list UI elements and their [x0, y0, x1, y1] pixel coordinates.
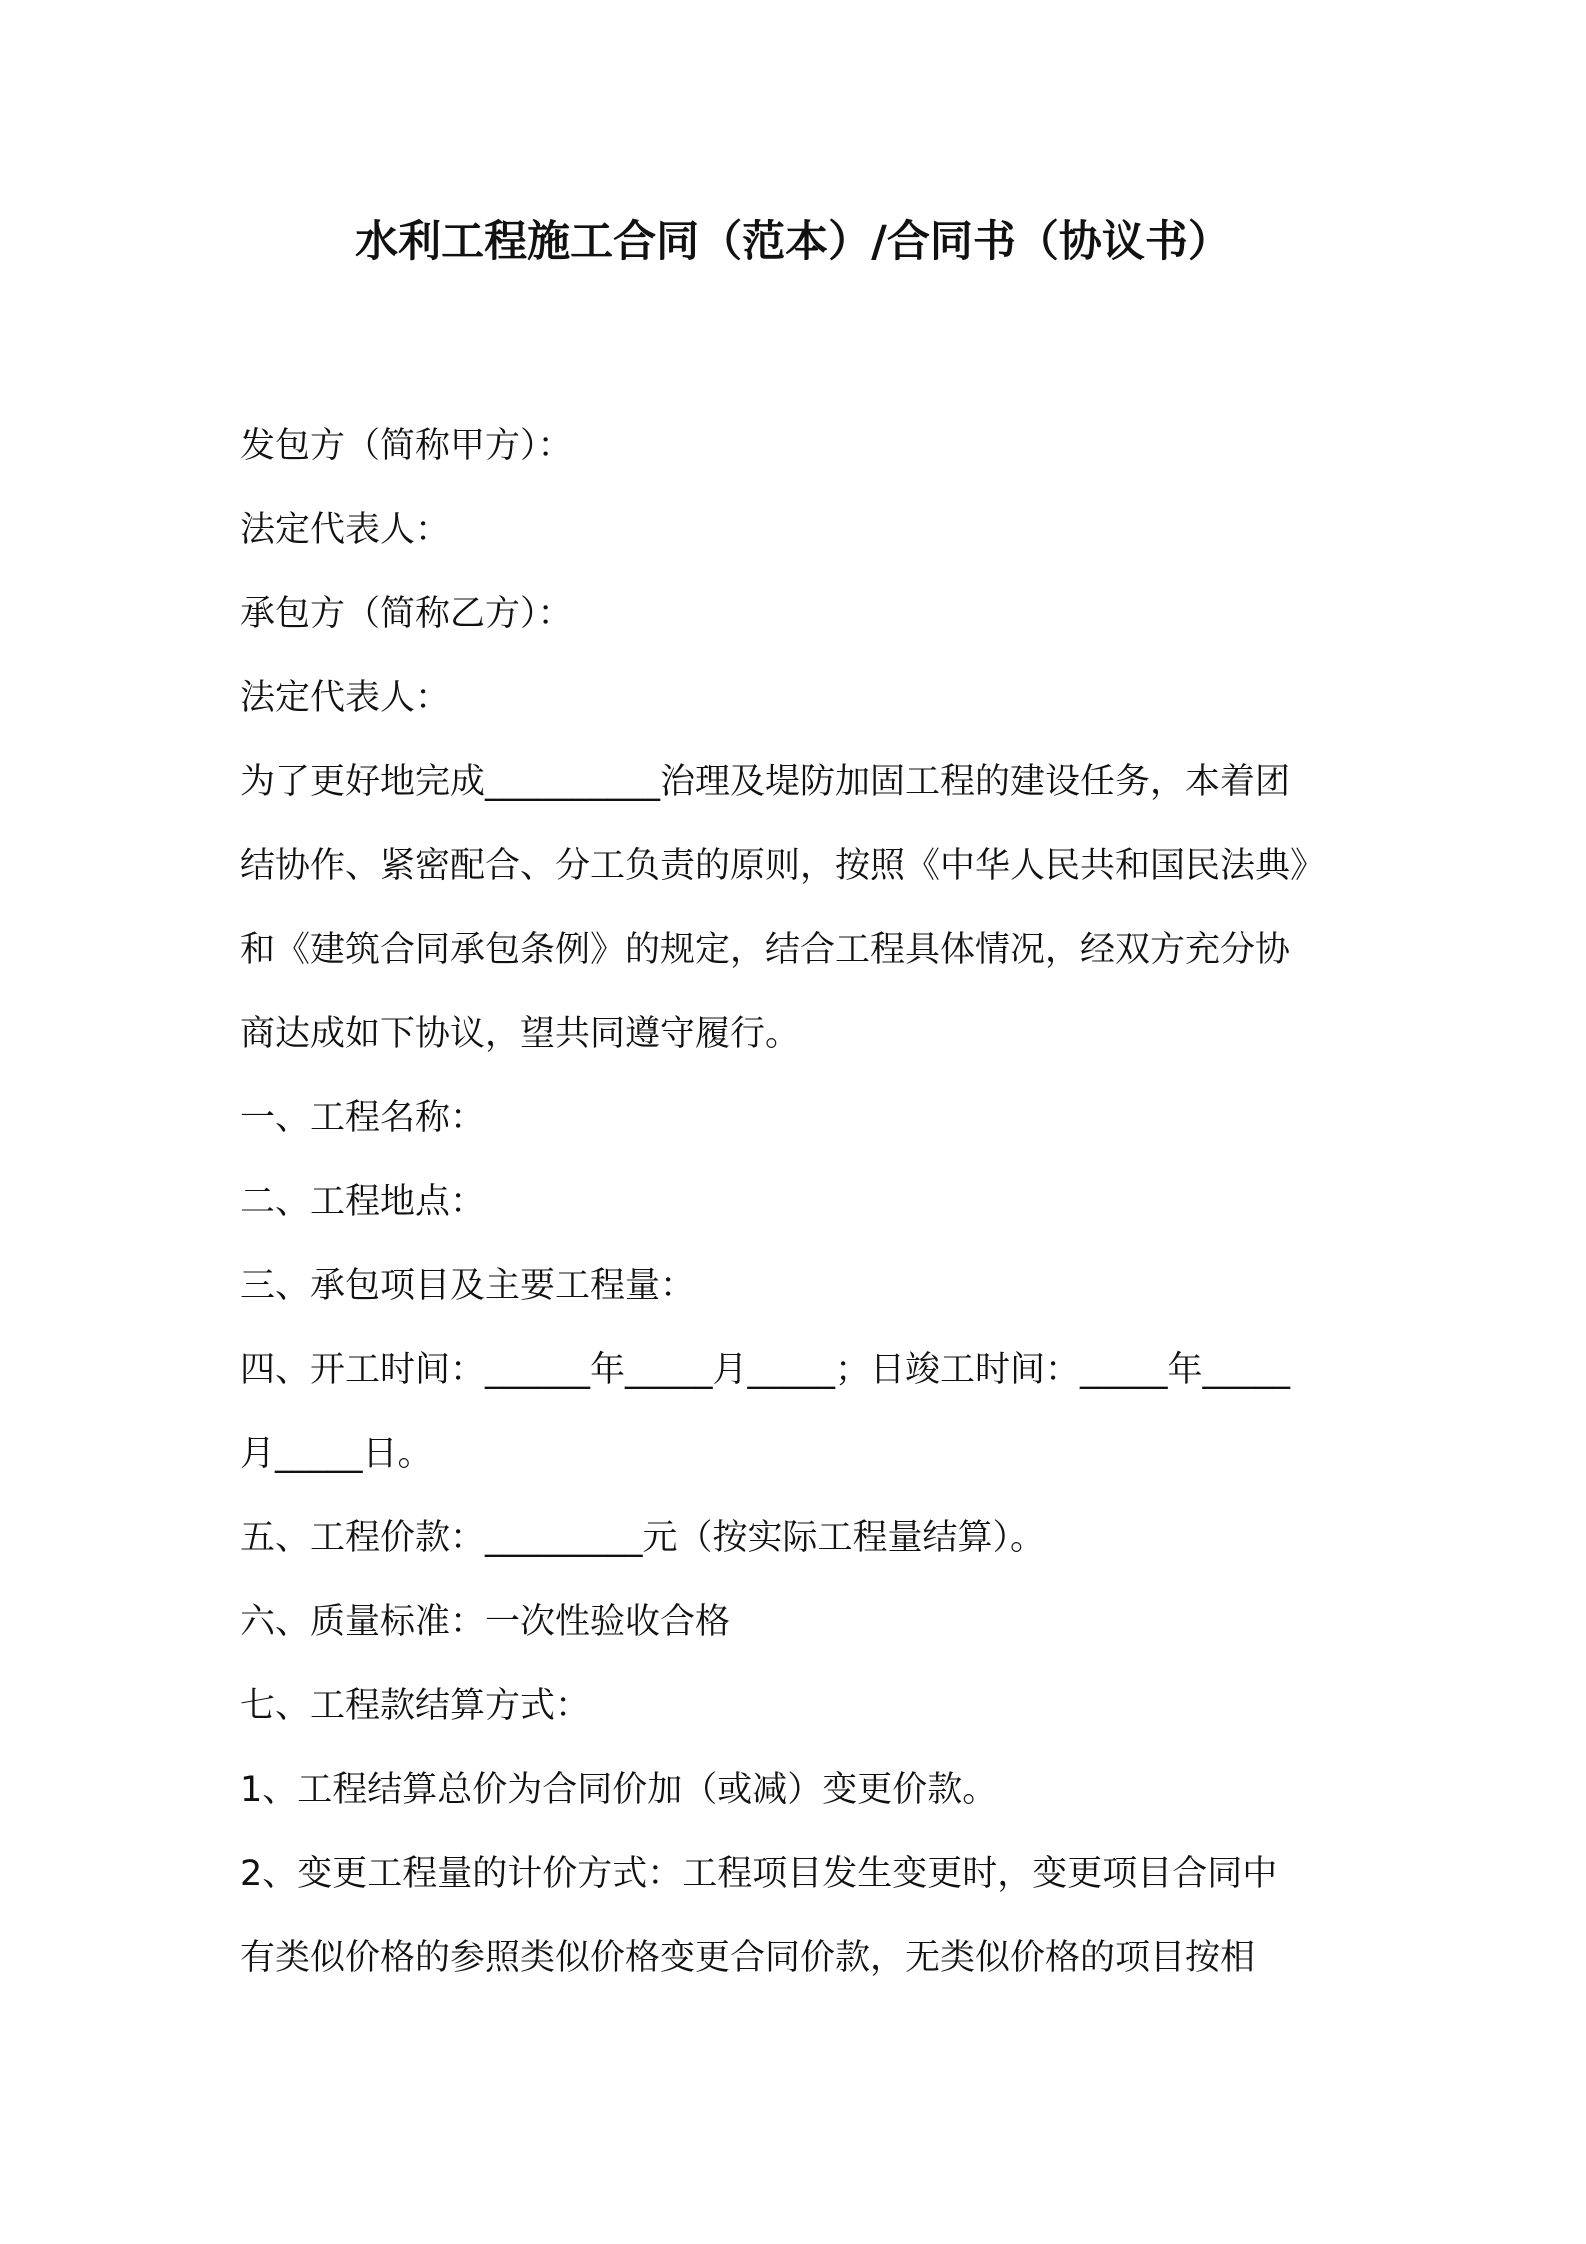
clause-quality: 六、质量标准：一次性验收合格	[240, 1602, 731, 1642]
clause-scope: 三、承包项目及主要工程量：	[240, 1266, 696, 1306]
preamble-line-4: 商达成如下协议，望共同遵守履行。	[240, 1014, 801, 1054]
clause-schedule-line-2: 月_____日。	[240, 1434, 433, 1474]
clause-project-name: 一、工程名称：	[240, 1098, 486, 1138]
document-title: 水利工程施工合同（范本）/合同书（协议书）	[355, 217, 1231, 267]
settlement-item-2-line-2: 有类似价格的参照类似价格变更合同价款，无类似价格的项目按相	[240, 1938, 1256, 1978]
settlement-item-2-line-1: 2、变更工程量的计价方式：工程项目发生变更时，变更项目合同中	[240, 1854, 1278, 1894]
clause-schedule-line-1: 四、开工时间：______年_____月_____；日竣工时间：_____年_____	[240, 1350, 1291, 1390]
preamble-line-2: 结协作、紧密配合、分工负责的原则，按照《中华人民共和国民法典》	[240, 846, 1326, 886]
settlement-item-1: 1、工程结算总价为合同价加（或减）变更价款。	[240, 1770, 998, 1810]
clause-price: 五、工程价款：_________元（按实际工程量结算）。	[240, 1518, 1046, 1558]
clause-project-location: 二、工程地点：	[240, 1182, 486, 1222]
party-b-representative-line: 法定代表人：	[240, 678, 451, 718]
clause-settlement: 七、工程款结算方式：	[240, 1686, 591, 1726]
party-a-line: 发包方（简称甲方）：	[240, 426, 573, 466]
preamble-line-1: 为了更好地完成__________治理及堤防加固工程的建设任务，本着团	[240, 762, 1291, 802]
preamble-line-3: 和《建筑合同承包条例》的规定，结合工程具体情况，经双方充分协	[240, 930, 1291, 970]
document-body	[240, 404, 1360, 2000]
party-a-representative-line: 法定代表人：	[240, 510, 451, 550]
party-b-line: 承包方（简称乙方）：	[240, 594, 573, 634]
